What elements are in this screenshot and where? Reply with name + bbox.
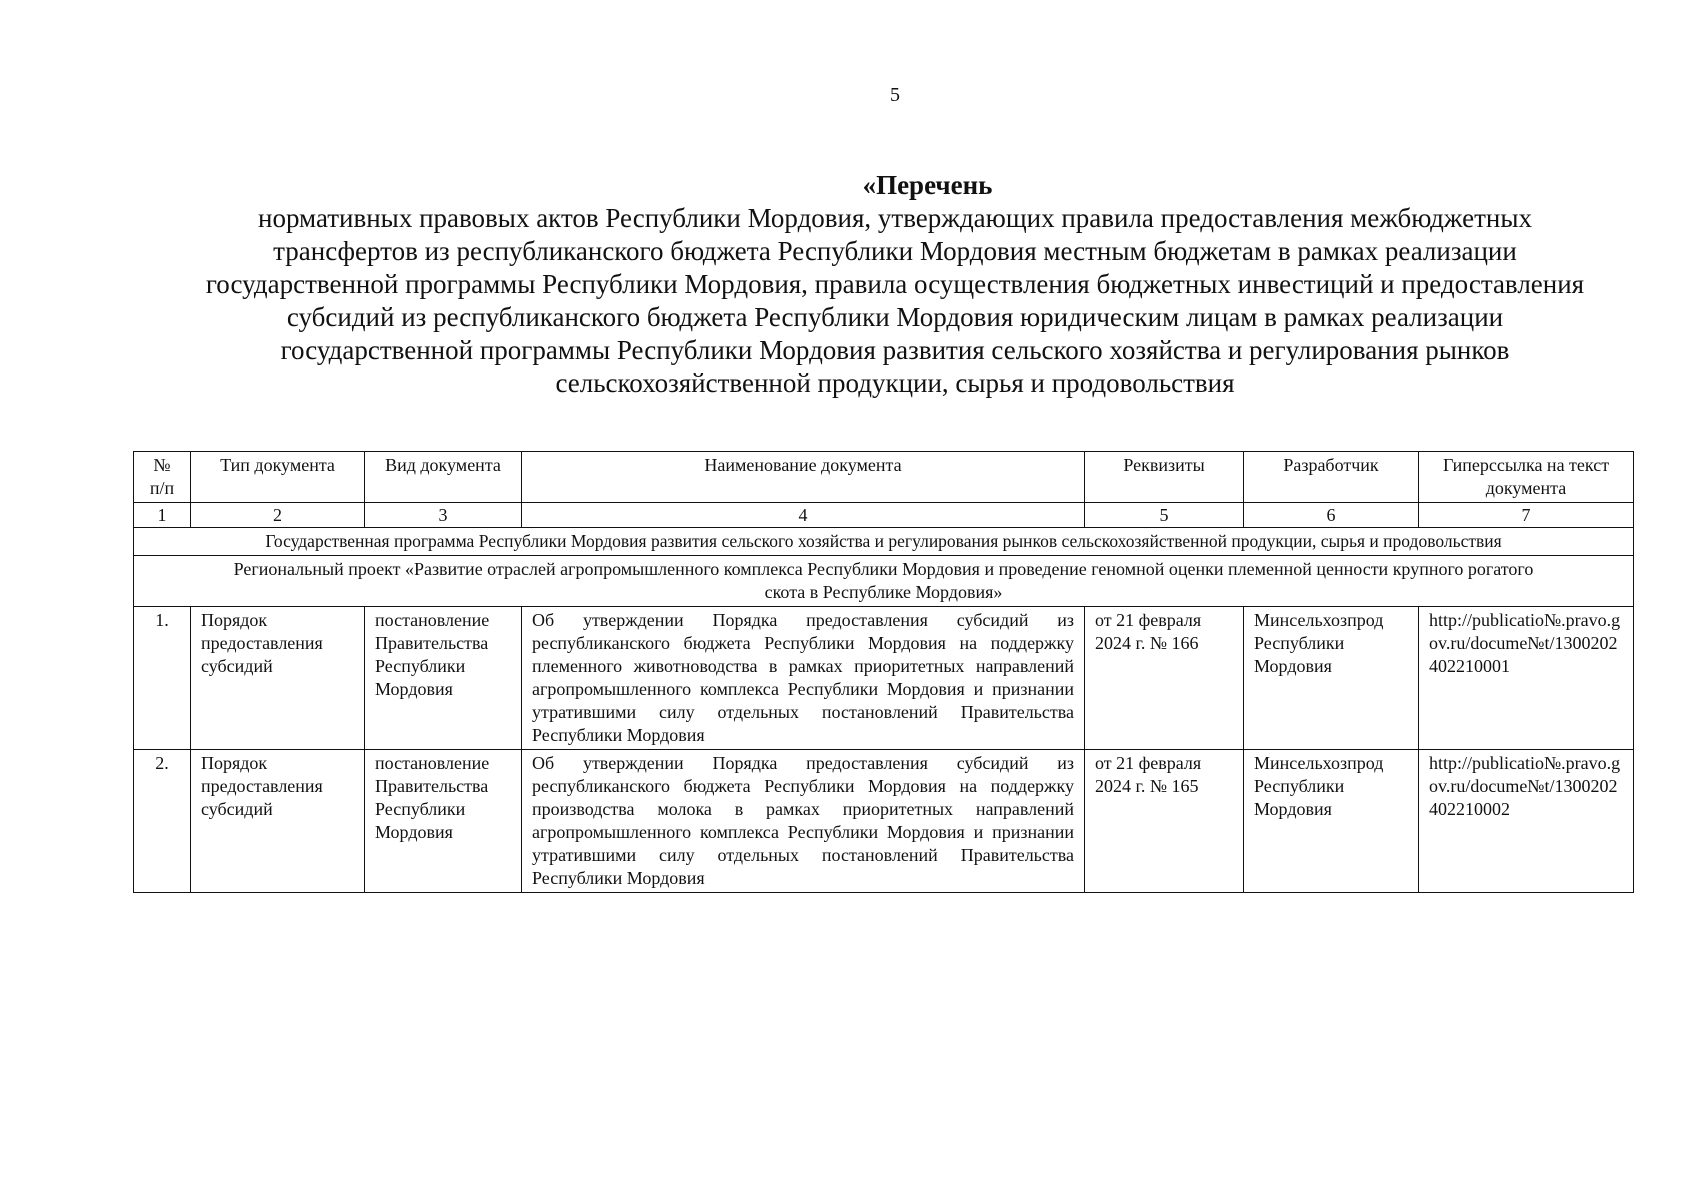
title-line: трансфертов из республиканского бюджета Республики Мордовия местным бюджетам в рамках реализации: [273, 236, 1517, 266]
row-number: 2.: [134, 750, 191, 893]
header-row: [134, 452, 1634, 503]
row-kind: постановление Правительства Республики Мордовия: [365, 750, 522, 893]
column-numbers-row: [134, 503, 1634, 528]
row-requisites: от 21 февраля 2024 г. № 165: [1085, 750, 1244, 893]
row-developer: Минсельхозпрод Республики Мордовия: [1244, 750, 1419, 893]
title-line: государственной программы Республики Мордовия, правила осуществления бюджетных инвестиций и предоставления: [205, 269, 1585, 299]
project-row: [134, 556, 1634, 607]
column-number: 6: [1244, 503, 1419, 528]
column-number: 3: [365, 503, 522, 528]
column-number: 2: [191, 503, 365, 528]
row-link[interactable]: http://publicatio№.pravo.gov.ru/docume№t/1300202402210002: [1419, 750, 1634, 893]
program-row: [134, 528, 1634, 556]
column-number: 5: [1085, 503, 1244, 528]
row-kind: постановление Правительства Республики Мордовия: [365, 607, 522, 750]
title-main: «Перечень: [862, 170, 993, 200]
row-type: Порядок предоставления субсидий: [191, 750, 365, 893]
header-cell-kind: Вид документа: [365, 452, 522, 503]
row-link[interactable]: http://publicatio№.pravo.gov.ru/docume№t/1300202402210001: [1419, 607, 1634, 750]
header-cell-requisites: Реквизиты: [1085, 452, 1244, 503]
title-line: сельскохозяйственной продукции, сырья и продовольствия: [555, 368, 1235, 398]
row-type: Порядок предоставления субсидий: [191, 607, 365, 750]
document-title: [130, 168, 1660, 400]
row-name: Об утверждении Порядка предоставления субсидий из республиканского бюджета Республики Мордовия на поддержку производства молока в рамках приоритетных направлений агропромышленного комплекса Республики Мордовия и признании утратившими силу отдельных постановлений Правительства Республики Мордовия: [522, 750, 1085, 893]
page-number: 5: [890, 84, 900, 106]
acts-table: [133, 451, 1634, 893]
header-cell-num: № п/п: [134, 452, 191, 503]
title-line: государственной программы Республики Мордовия развития сельского хозяйства и регулирования рынков: [280, 335, 1510, 365]
header-cell-name: Наименование документа: [522, 452, 1085, 503]
column-number: 4: [522, 503, 1085, 528]
title-line: субсидий из республиканского бюджета Республики Мордовия юридическим лицам в рамках реализации: [286, 302, 1504, 332]
header-cell-developer: Разработчик: [1244, 452, 1419, 503]
row-requisites: от 21 февраля 2024 г. № 166: [1085, 607, 1244, 750]
title-line: нормативных правовых актов Республики Мордовия, утверждающих правила предоставления межбюджетных: [258, 203, 1532, 233]
program-title: Государственная программа Республики Мордовия развития сельского хозяйства и регулирования рынков сельскохозяйственной продукции, сырья и продовольствия: [134, 528, 1634, 556]
column-number: 1: [134, 503, 191, 528]
row-name: Об утверждении Порядка предоставления субсидий из республиканского бюджета Республики Мордовия на поддержку племенного животноводства в рамках приоритетных направлений агропромышленного комплекса Республики Мордовия и признании утратившими силу отдельных постановлений Правительства Республики Мордовия: [522, 607, 1085, 750]
column-number: 7: [1419, 503, 1634, 528]
table-row: [134, 607, 1634, 750]
row-number: 1.: [134, 607, 191, 750]
table-row: [134, 750, 1634, 893]
row-developer: Минсельхозпрод Республики Мордовия: [1244, 607, 1419, 750]
header-cell-type: Тип документа: [191, 452, 365, 503]
project-title: Региональный проект «Развитие отраслей агропромышленного комплекса Республики Мордовия и проведение геномной оценки племенной ценности крупного рогатого скота в Республике Мордовия»: [134, 556, 1634, 607]
header-cell-link: Гиперссылка на текст документа: [1419, 452, 1634, 503]
